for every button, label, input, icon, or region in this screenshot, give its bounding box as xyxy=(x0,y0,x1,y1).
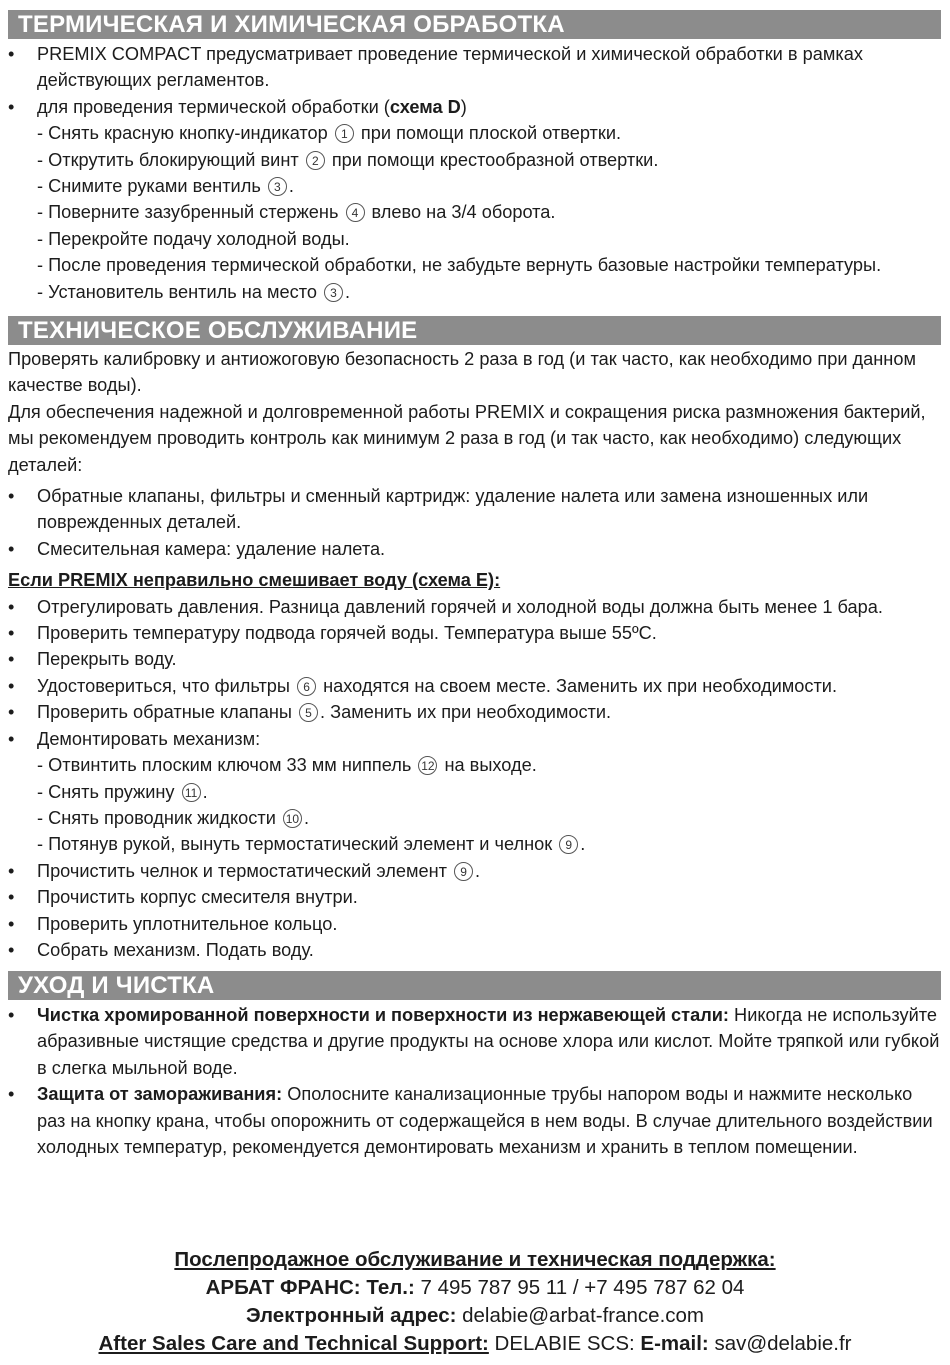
thermal-content xyxy=(8,41,944,305)
callout-number: 12 xyxy=(418,756,437,775)
list-item: • Защита от замораживания: Ополосните канализационные трубы напором воды и нажмите несколько раз на кнопку крана, чтобы опорожнить от содержащейся в нем воды. В случае длительного воздействии холодных температур, рекомендуется демонтировать механизм и хранить в теплом помещении. xyxy=(8,1081,944,1160)
callout-number: 6 xyxy=(297,677,316,696)
sub-step: - После проведения термической обработки, не забудьте вернуть базовые настройки температуры. xyxy=(37,255,882,276)
sub-step: - Снять красную кнопку-индикатор 1 при помощи плоской отвертки. xyxy=(37,123,622,144)
list-item: • Собрать механизм. Подать воду. xyxy=(8,937,944,963)
callout-number: 9 xyxy=(559,835,578,854)
list-item: • Смесительная камера: удаление налета. xyxy=(8,536,944,562)
callout-number: 3 xyxy=(324,283,343,302)
sub-step: - Поверните зазубренный стержень 4 влево на 3/4 оборота. xyxy=(37,202,556,223)
callout-number: 3 xyxy=(268,177,287,196)
paragraph: Для обеспечения надежной и долговременной работы PREMIX и сокращения риска размножения бактерий, мы рекомендуем проводить контроль как минимум 2 раза в год (и так часто, как необходимо) следующих деталей: xyxy=(8,401,926,475)
sub-step: - Потянув рукой, вынуть термостатический элемент и челнок 9 . xyxy=(37,834,586,855)
footer-intl-support: After Sales Care and Technical Support: DELABIE SCS: E-mail: sav@delabie.fr xyxy=(98,1332,852,1355)
callout-number: 9 xyxy=(454,862,473,881)
footer-phone: АРБАТ ФРАНС: Тел.: 7 495 787 95 11 / +7 495 787 62 04 xyxy=(205,1276,745,1299)
footer-email: Электронный адрес: delabie@arbat-france.com xyxy=(245,1304,704,1327)
sub-step: - Снять пружину 11 . xyxy=(37,781,208,802)
callout-number: 2 xyxy=(306,151,325,170)
care-content xyxy=(8,1002,944,1160)
list-item: • Чистка хромированной поверхности и поверхности из нержавеющей стали: Никогда не используйте абразивные чистящие средства и другие продукты на основе хлора или кислот. Мойте тряпкой или губкой в слегка мыльной воде. xyxy=(8,1002,944,1081)
maintenance-content xyxy=(8,346,944,963)
list-item: • Прочистить корпус смесителя внутри. xyxy=(8,884,944,910)
subheading: Если PREMIX неправильно смешивает воду (схема E): xyxy=(8,570,501,591)
sub-step: - Отвинтить плоским ключом 33 мм ниппель 12 на выходе. xyxy=(37,755,537,776)
list-item: • Отрегулировать давления. Разница давлений горячей и холодной воды должна быть менее 1 бара. xyxy=(8,594,944,620)
sub-step: - Открутить блокирующий винт 2 при помощи крестообразной отвертки. xyxy=(37,149,659,170)
list-item: • Обратные клапаны, фильтры и сменный картридж: удаление налета или замена изношенных или поврежденных деталей. xyxy=(8,483,944,536)
list-item: • Демонтировать механизм: xyxy=(8,726,944,752)
list-item: • Перекрыть воду. xyxy=(8,646,944,672)
list-item: • Проверить температуру подвода горячей воды. Температура выше 55ºC. xyxy=(8,620,944,646)
callout-number: 11 xyxy=(182,783,201,802)
section-header-maintenance: ТЕХНИЧЕСКОЕ ОБСЛУЖИВАНИЕ xyxy=(8,316,941,345)
section-header-care: УХОД И ЧИСТКА xyxy=(8,971,941,1000)
list-item: • Проверить уплотнительное кольцо. xyxy=(8,911,944,937)
footer xyxy=(0,1246,950,1358)
callout-number: 10 xyxy=(283,809,302,828)
list-item: • Проверить обратные клапаны 5 . Заменить их при необходимости. xyxy=(8,699,944,725)
footer-support-heading: Послепродажное обслуживание и техническая поддержка: xyxy=(174,1248,776,1271)
sub-step: - Снимите руками вентиль 3 . xyxy=(37,176,294,197)
sub-step: - Снять проводник жидкости 10 . xyxy=(37,807,309,828)
list-item: • для проведения термической обработки (схема D) xyxy=(8,94,944,120)
list-item: • Прочистить челнок и термостатический элемент 9 . xyxy=(8,858,944,884)
sub-step: - Установитель вентиль на место 3 . xyxy=(37,281,351,302)
list-item: • Удостовериться, что фильтры 6 находятся на своем месте. Заменить их при необходимости. xyxy=(8,673,944,699)
callout-number: 5 xyxy=(299,703,318,722)
callout-number: 1 xyxy=(335,124,354,143)
list-item: • PREMIX COMPACT предусматривает проведение термической и химической обработки в рамках действующих регламентов. xyxy=(8,41,944,94)
paragraph: Проверять калибровку и антиожоговую безопасность 2 раза в год (и так часто, как необходимо при данном качестве воды). xyxy=(8,349,916,396)
sub-step: - Перекройте подачу холодной воды. xyxy=(37,228,350,249)
section-header-thermal: ТЕРМИЧЕСКАЯ И ХИМИЧЕСКАЯ ОБРАБОТКА xyxy=(8,10,941,39)
callout-number: 4 xyxy=(346,203,365,222)
